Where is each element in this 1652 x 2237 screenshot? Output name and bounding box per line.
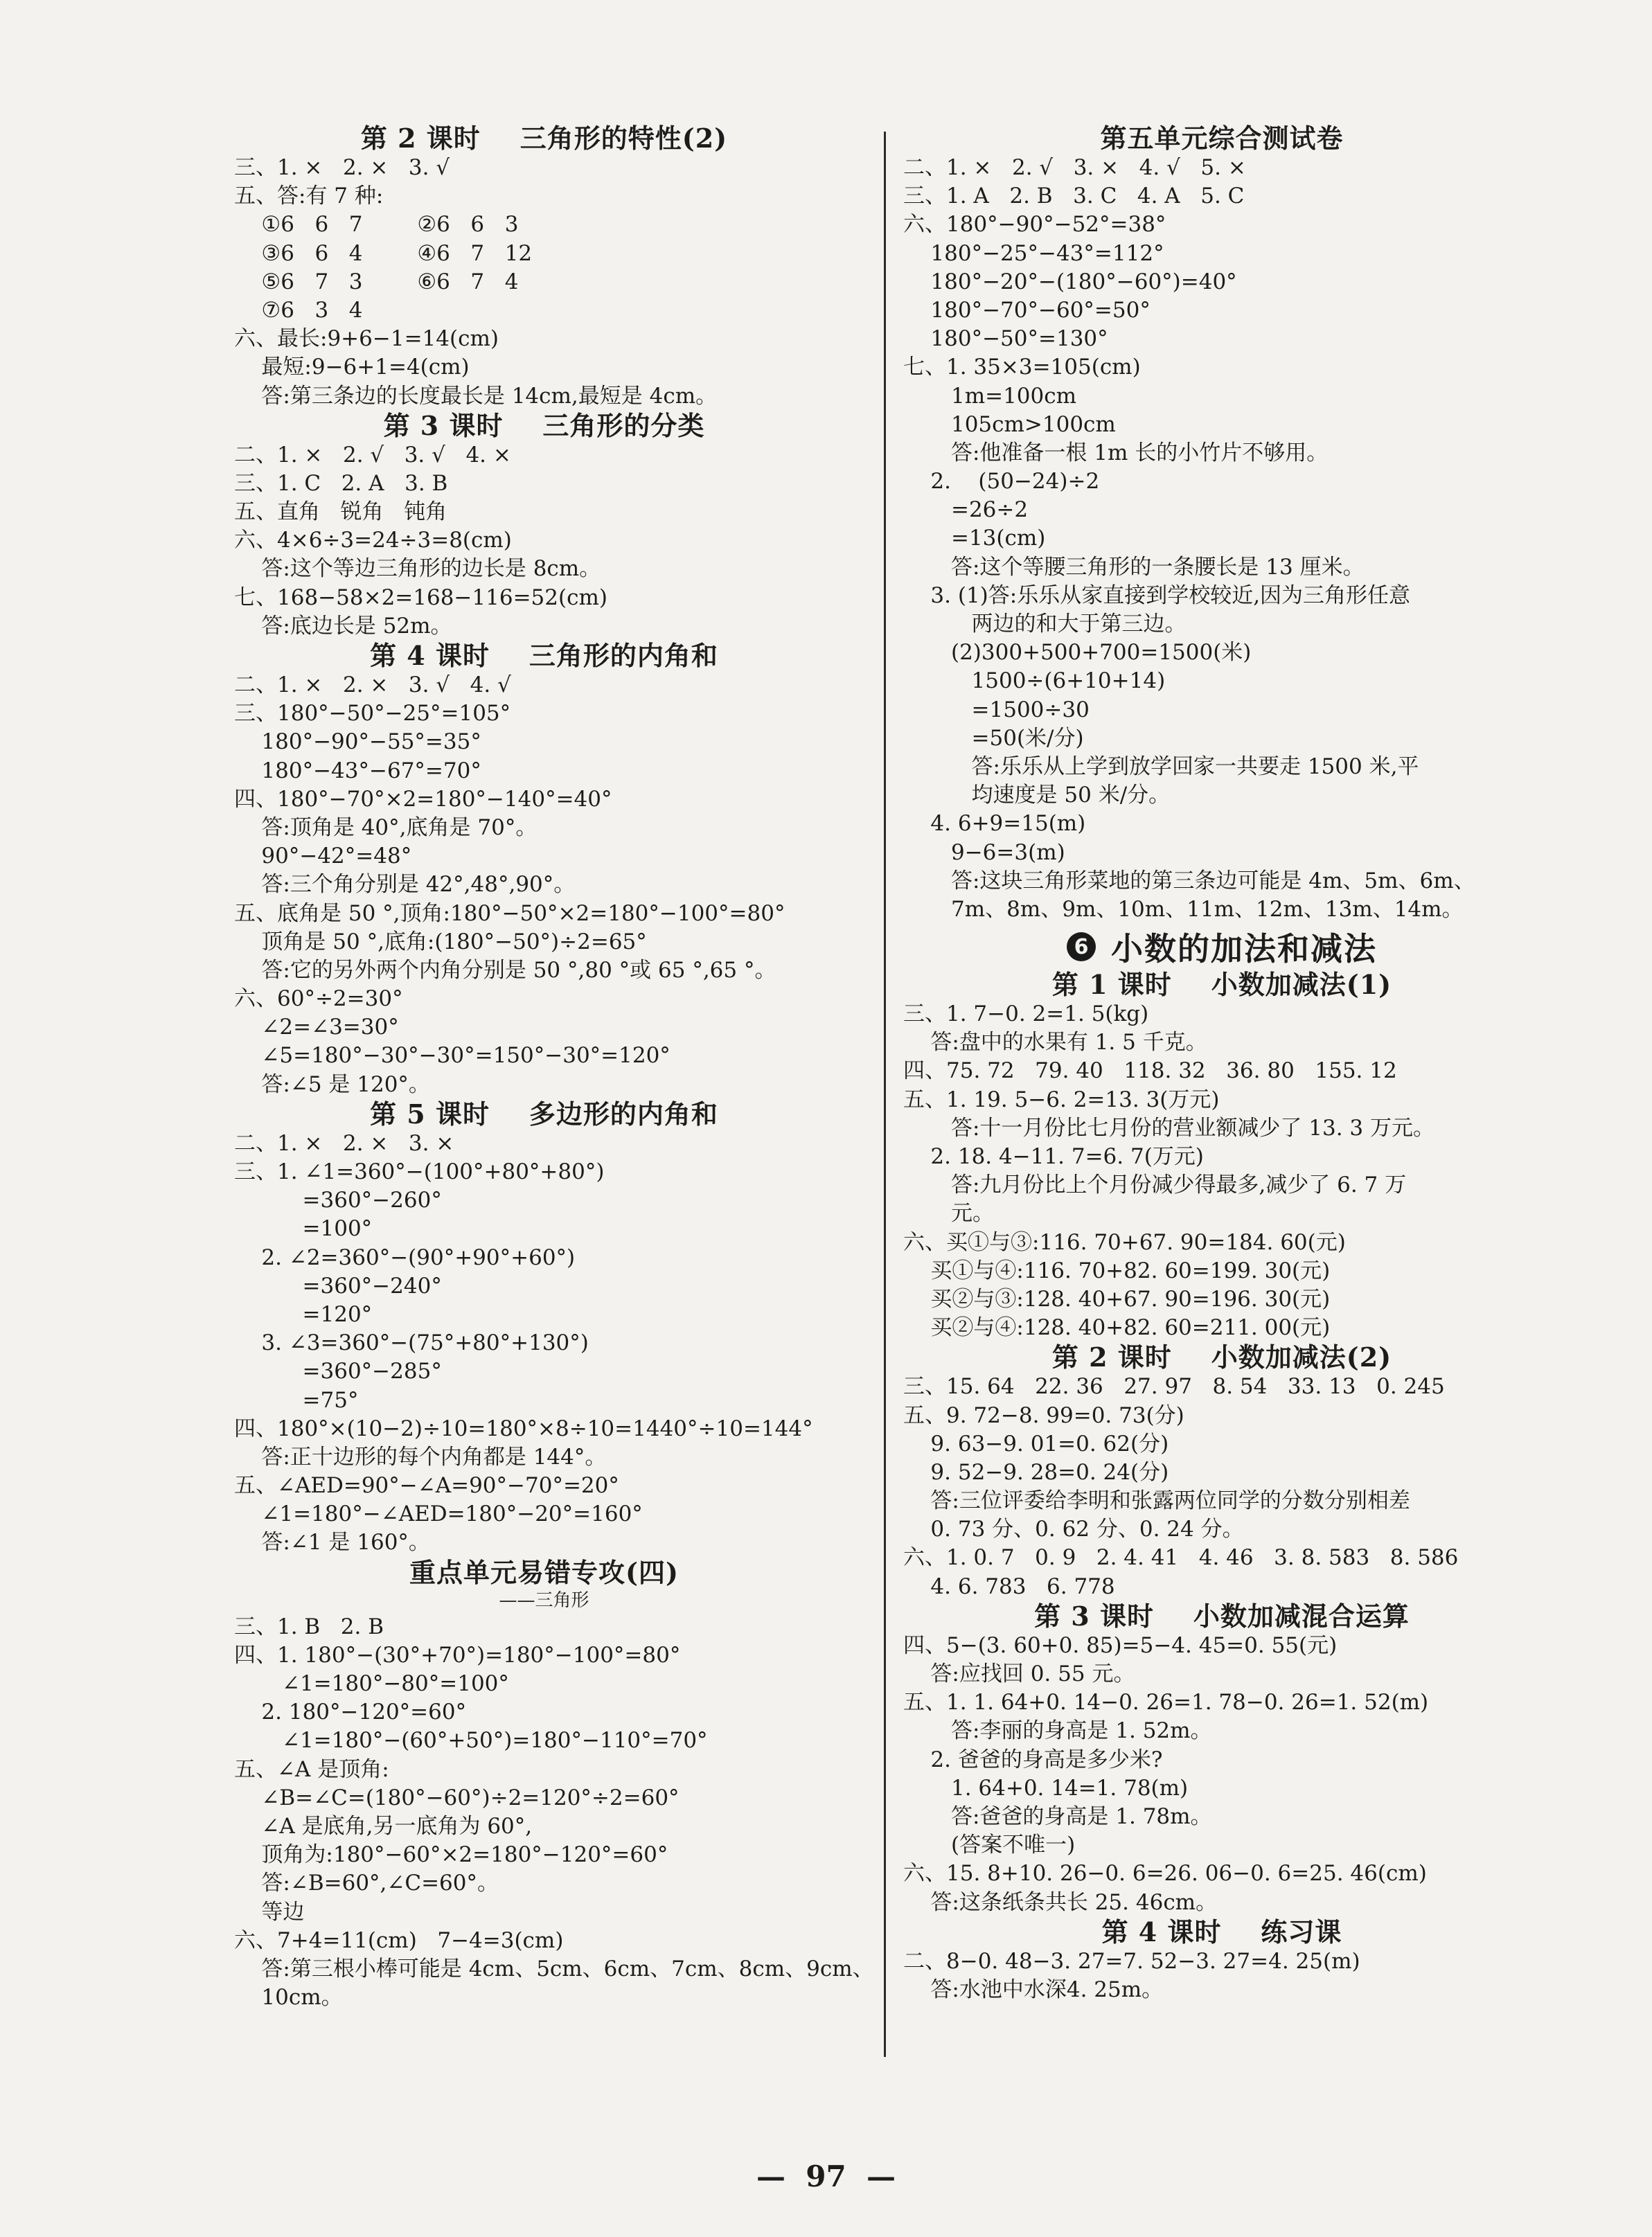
- right-column: [903, 123, 1540, 2004]
- answer-line: 2. 180°−120°=60°: [234, 1700, 467, 1725]
- answer-line: 两边的和大于第三边。: [903, 612, 1187, 636]
- answer-line: 二、8−0. 48−3. 27=7. 52−3. 27=4. 25(m): [903, 1948, 1360, 1974]
- answer-line: 五、1. 1. 64+0. 14−0. 26=1. 78−0. 26=1. 52(m): [903, 1690, 1429, 1715]
- answer-line: 顶角为:180°−60°×2=180°−120°=60°: [234, 1842, 668, 1868]
- answer-line: 四、75. 72 79. 40 118. 32 36. 80 155. 12: [903, 1058, 1397, 1084]
- answer-line: 3. (1)答:乐乐从家直接到学校较近,因为三角形任意: [903, 582, 1411, 608]
- answer-line: 答:爸爸的身高是 1. 78m。: [903, 1803, 1212, 1829]
- answer-line: 180°−20°−(180°−60°)=40°: [903, 269, 1237, 294]
- section-heading: 第 4 课时 三角形的内角和: [370, 640, 718, 671]
- answer-line: 五、∠AED=90°−∠A=90°−70°=20°: [234, 1473, 619, 1499]
- answer-line: 均速度是 50 米/分。: [903, 783, 1171, 808]
- answer-line: 2. ∠2=360°−(90°+90°+60°): [234, 1245, 576, 1270]
- answer-line: ∠1=180°−80°=100°: [234, 1671, 509, 1696]
- answer-line: 3. ∠3=360°−(75°+80°+130°): [234, 1330, 589, 1356]
- answer-line: 答:应找回 0. 55 元。: [903, 1661, 1135, 1686]
- unit-title: 小数的加法和减法: [1111, 930, 1377, 968]
- answer-line: 买②与③:128. 40+67. 90=196. 30(元): [903, 1286, 1331, 1312]
- answer-line: 六、1. 0. 7 0. 9 2. 4. 41 4. 46 3. 8. 583 8. 586: [903, 1545, 1459, 1571]
- left-column: [234, 123, 874, 2012]
- answer-line: 七、168−58×2=168−116=52(cm): [234, 585, 607, 610]
- answer-line: 买①与④:116. 70+82. 60=199. 30(元): [903, 1258, 1331, 1283]
- answer-line: 答:这块三角形菜地的第三条边可能是 4m、5m、6m、: [903, 868, 1475, 893]
- answer-line: 答:九月份比上个月份减少得最多,减少了 6. 7 万: [903, 1173, 1407, 1198]
- answer-line: ⑦6 3 4: [234, 297, 363, 323]
- answer-line: 1500÷(6+10+14): [903, 668, 1166, 694]
- answer-line: =360°−285°: [234, 1359, 442, 1384]
- answer-line: 0. 73 分、0. 62 分、0. 24 分。: [903, 1517, 1244, 1542]
- answer-line: 三、1. C 2. A 3. B: [234, 470, 448, 496]
- section-heading: 第 3 课时 小数加减混合运算: [1034, 1600, 1410, 1632]
- answer-line: =1500÷30: [903, 697, 1090, 722]
- answer-line: 90°−42°=48°: [234, 844, 412, 869]
- answer-line: 六、最长:9+6−1=14(cm): [234, 326, 499, 352]
- answer-line: (2)300+500+700=1500(米): [903, 640, 1252, 666]
- answer-line: 180°−50°=130°: [903, 326, 1108, 352]
- answer-line: 答:这个等腰三角形的一条腰长是 13 厘米。: [903, 554, 1365, 580]
- answer-line: 三、1. A 2. B 3. C 4. A 5. C: [903, 184, 1245, 209]
- section-subheading: ——三角形: [499, 1589, 589, 1611]
- answer-line: ∠A 是底角,另一底角为 60°,: [234, 1813, 533, 1839]
- answer-line: 105cm>100cm: [903, 411, 1116, 437]
- answer-line: =360°−260°: [234, 1188, 442, 1213]
- answer-line: 4. 6. 783 6. 778: [903, 1574, 1115, 1599]
- answer-line: 答:三个角分别是 42°,48°,90°。: [234, 872, 576, 898]
- section-heading: 第 2 课时 小数加减法(2): [1051, 1342, 1392, 1373]
- answer-line: 六、4×6÷3=24÷3=8(cm): [234, 528, 512, 553]
- answer-line: ⑤6 7 3 ⑥6 7 4: [234, 269, 519, 294]
- answer-line: 1m=100cm: [903, 383, 1076, 409]
- answer-line: 1. 64+0. 14=1. 78(m): [903, 1775, 1189, 1801]
- answer-line: 七、1. 35×3=105(cm): [903, 355, 1141, 380]
- page-number: — 97 —: [756, 2159, 896, 2193]
- answer-line: 等边: [234, 1899, 305, 1925]
- unit-heading: [903, 924, 1540, 970]
- answer-line: =50(米/分): [903, 725, 1084, 751]
- answer-line: 六、180°−90°−52°=38°: [903, 212, 1166, 238]
- section-heading: 第 3 课时 三角形的分类: [383, 409, 705, 441]
- section-heading: 第 5 课时 多边形的内角和: [370, 1098, 718, 1130]
- answer-line: 180°−90°−55°=35°: [234, 729, 481, 755]
- answer-line: 答:李丽的身高是 1. 52m。: [903, 1718, 1212, 1744]
- answer-line: 答:三位评委给李明和张露两位同学的分数分别相差: [903, 1488, 1410, 1514]
- answer-line: 六、60°÷2=30°: [234, 986, 403, 1012]
- answer-line: 顶角是 50 °,底角:(180°−50°)÷2=65°: [234, 929, 647, 954]
- answer-line: =75°: [234, 1387, 359, 1413]
- answer-line: 五、答:有 7 种:: [234, 184, 384, 209]
- answer-line: =120°: [234, 1301, 373, 1327]
- answer-line: 4. 6+9=15(m): [903, 811, 1086, 837]
- answer-line: 六、买①与③:116. 70+67. 90=184. 60(元): [903, 1229, 1346, 1255]
- answer-line: 2. (50−24)÷2: [903, 469, 1100, 494]
- answer-line: 180°−25°−43°=112°: [903, 240, 1164, 266]
- answer-line: 答:∠B=60°,∠C=60°。: [234, 1871, 499, 1896]
- answer-line: =360°−240°: [234, 1273, 442, 1299]
- answer-line: 答:这条纸条共长 25. 46cm。: [903, 1889, 1218, 1915]
- answer-line: ∠1=180°−(60°+50°)=180°−110°=70°: [234, 1728, 708, 1754]
- column-divider: [884, 132, 886, 2057]
- answer-line: (答案不唯一): [903, 1833, 1076, 1858]
- answer-line: 答:∠1 是 160°。: [234, 1530, 430, 1556]
- answer-line: 三、1. × 2. × 3. √: [234, 155, 450, 180]
- answer-line: 答:他准备一根 1m 长的小竹片不够用。: [903, 440, 1329, 465]
- answer-line: 四、180°×(10−2)÷10=180°×8÷10=1440°÷10=144°: [234, 1416, 813, 1441]
- answer-line: 三、1. ∠1=360°−(100°+80°+80°): [234, 1159, 605, 1184]
- answer-line: 四、1. 180°−(30°+70°)=180°−100°=80°: [234, 1642, 681, 1668]
- answer-line: 二、1. × 2. √ 3. √ 4. ×: [234, 442, 511, 467]
- answer-line: 2. 18. 4−11. 7=6. 7(万元): [903, 1144, 1204, 1169]
- answer-line: 9. 52−9. 28=0. 24(分): [903, 1459, 1169, 1485]
- section-heading: 第五单元综合测试卷: [1100, 123, 1344, 154]
- answer-line: 三、180°−50°−25°=105°: [234, 701, 511, 727]
- answer-line: 答:乐乐从上学到放学回家一共要走 1500 米,平: [903, 754, 1419, 779]
- answer-line: 买②与④:128. 40+82. 60=211. 00(元): [903, 1315, 1331, 1341]
- answer-line: ∠5=180°−30°−30°=150°−30°=120°: [234, 1043, 670, 1069]
- answer-line: 四、180°−70°×2=180°−140°=40°: [234, 786, 612, 812]
- answer-line: 9. 63−9. 01=0. 62(分): [903, 1431, 1169, 1456]
- answer-line: ①6 6 7 ②6 6 3: [234, 212, 519, 238]
- answer-line: 最短:9−6+1=4(cm): [234, 355, 470, 380]
- answer-line: 元。: [903, 1201, 994, 1227]
- answer-line: 答:这个等边三角形的边长是 8cm。: [234, 556, 601, 582]
- section-heading: 第 4 课时 练习课: [1101, 1916, 1342, 1948]
- answer-line: 五、∠A 是顶角:: [234, 1756, 389, 1782]
- answer-line: 二、1. × 2. × 3. ×: [234, 1130, 454, 1156]
- answer-line: 五、9. 72−8. 99=0. 73(分): [903, 1402, 1184, 1428]
- answer-line: 三、1. 7−0. 2=1. 5(kg): [903, 1001, 1149, 1027]
- section-heading: 重点单元易错专攻(四): [409, 1556, 679, 1588]
- answer-line: 180°−43°−67°=70°: [234, 758, 481, 783]
- answer-line: 答:十一月份比七月份的营业额减少了 13. 3 万元。: [903, 1115, 1435, 1141]
- answer-line: 答:水池中水深4. 25m。: [903, 1977, 1164, 2002]
- answer-line: 7m、8m、9m、10m、11m、12m、13m、14m。: [903, 896, 1464, 922]
- unit-number-badge: 6: [1067, 932, 1096, 961]
- answer-line: 三、15. 64 22. 36 27. 97 8. 54 33. 13 0. 245: [903, 1374, 1445, 1400]
- answer-line: 10cm。: [234, 1985, 343, 2011]
- section-heading: 第 2 课时 三角形的特性(2): [360, 123, 728, 154]
- answer-line: 五、直角 锐角 钝角: [234, 499, 447, 525]
- answer-line: 答:∠5 是 120°。: [234, 1071, 430, 1097]
- answer-line: 答:它的另外两个内角分别是 50 °,80 °或 65 °,65 °。: [234, 957, 776, 983]
- answer-line: ∠2=∠3=30°: [234, 1015, 399, 1040]
- answer-line: 答:底边长是 52m。: [234, 613, 452, 639]
- answer-line: 180°−70°−60°=50°: [903, 297, 1151, 323]
- answer-line: =100°: [234, 1216, 373, 1242]
- answer-line: 六、7+4=11(cm) 7−4=3(cm): [234, 1927, 564, 1953]
- answer-line: 五、底角是 50 °,顶角:180°−50°×2=180°−100°=80°: [234, 900, 785, 926]
- answer-line: ③6 6 4 ④6 7 12: [234, 240, 533, 266]
- section-heading: 第 1 课时 小数加减法(1): [1051, 969, 1392, 1001]
- answer-line: 答:正十边形的每个内角都是 144°。: [234, 1444, 607, 1470]
- answer-line: 二、1. × 2. √ 3. × 4. √ 5. ×: [903, 155, 1246, 180]
- answer-line: 答:顶角是 40°,底角是 70°。: [234, 814, 538, 840]
- answer-line: 二、1. × 2. × 3. √ 4. √: [234, 672, 511, 697]
- answer-line: 五、1. 19. 5−6. 2=13. 3(万元): [903, 1087, 1220, 1112]
- answer-line: 答:第三根小棒可能是 4cm、5cm、6cm、7cm、8cm、9cm、: [234, 1956, 874, 1981]
- answer-line: 四、5−(3. 60+0. 85)=5−4. 45=0. 55(元): [903, 1632, 1338, 1658]
- answer-line: 六、15. 8+10. 26−0. 6=26. 06−0. 6=25. 46(cm): [903, 1861, 1427, 1887]
- answer-line: 答:盘中的水果有 1. 5 千克。: [903, 1030, 1207, 1055]
- answer-line: =26÷2: [903, 497, 1029, 523]
- answer-line: 9−6=3(m): [903, 839, 1065, 865]
- answer-line: 答:第三条边的长度最长是 14cm,最短是 4cm。: [234, 383, 718, 409]
- answer-line: =13(cm): [903, 526, 1046, 551]
- answer-line: 2. 爸爸的身高是多少米?: [903, 1747, 1163, 1772]
- answer-line: 三、1. B 2. B: [234, 1614, 384, 1639]
- answer-line: ∠1=180°−∠AED=180°−20°=160°: [234, 1501, 643, 1527]
- answer-line: ∠B=∠C=(180°−60°)÷2=120°÷2=60°: [234, 1785, 680, 1810]
